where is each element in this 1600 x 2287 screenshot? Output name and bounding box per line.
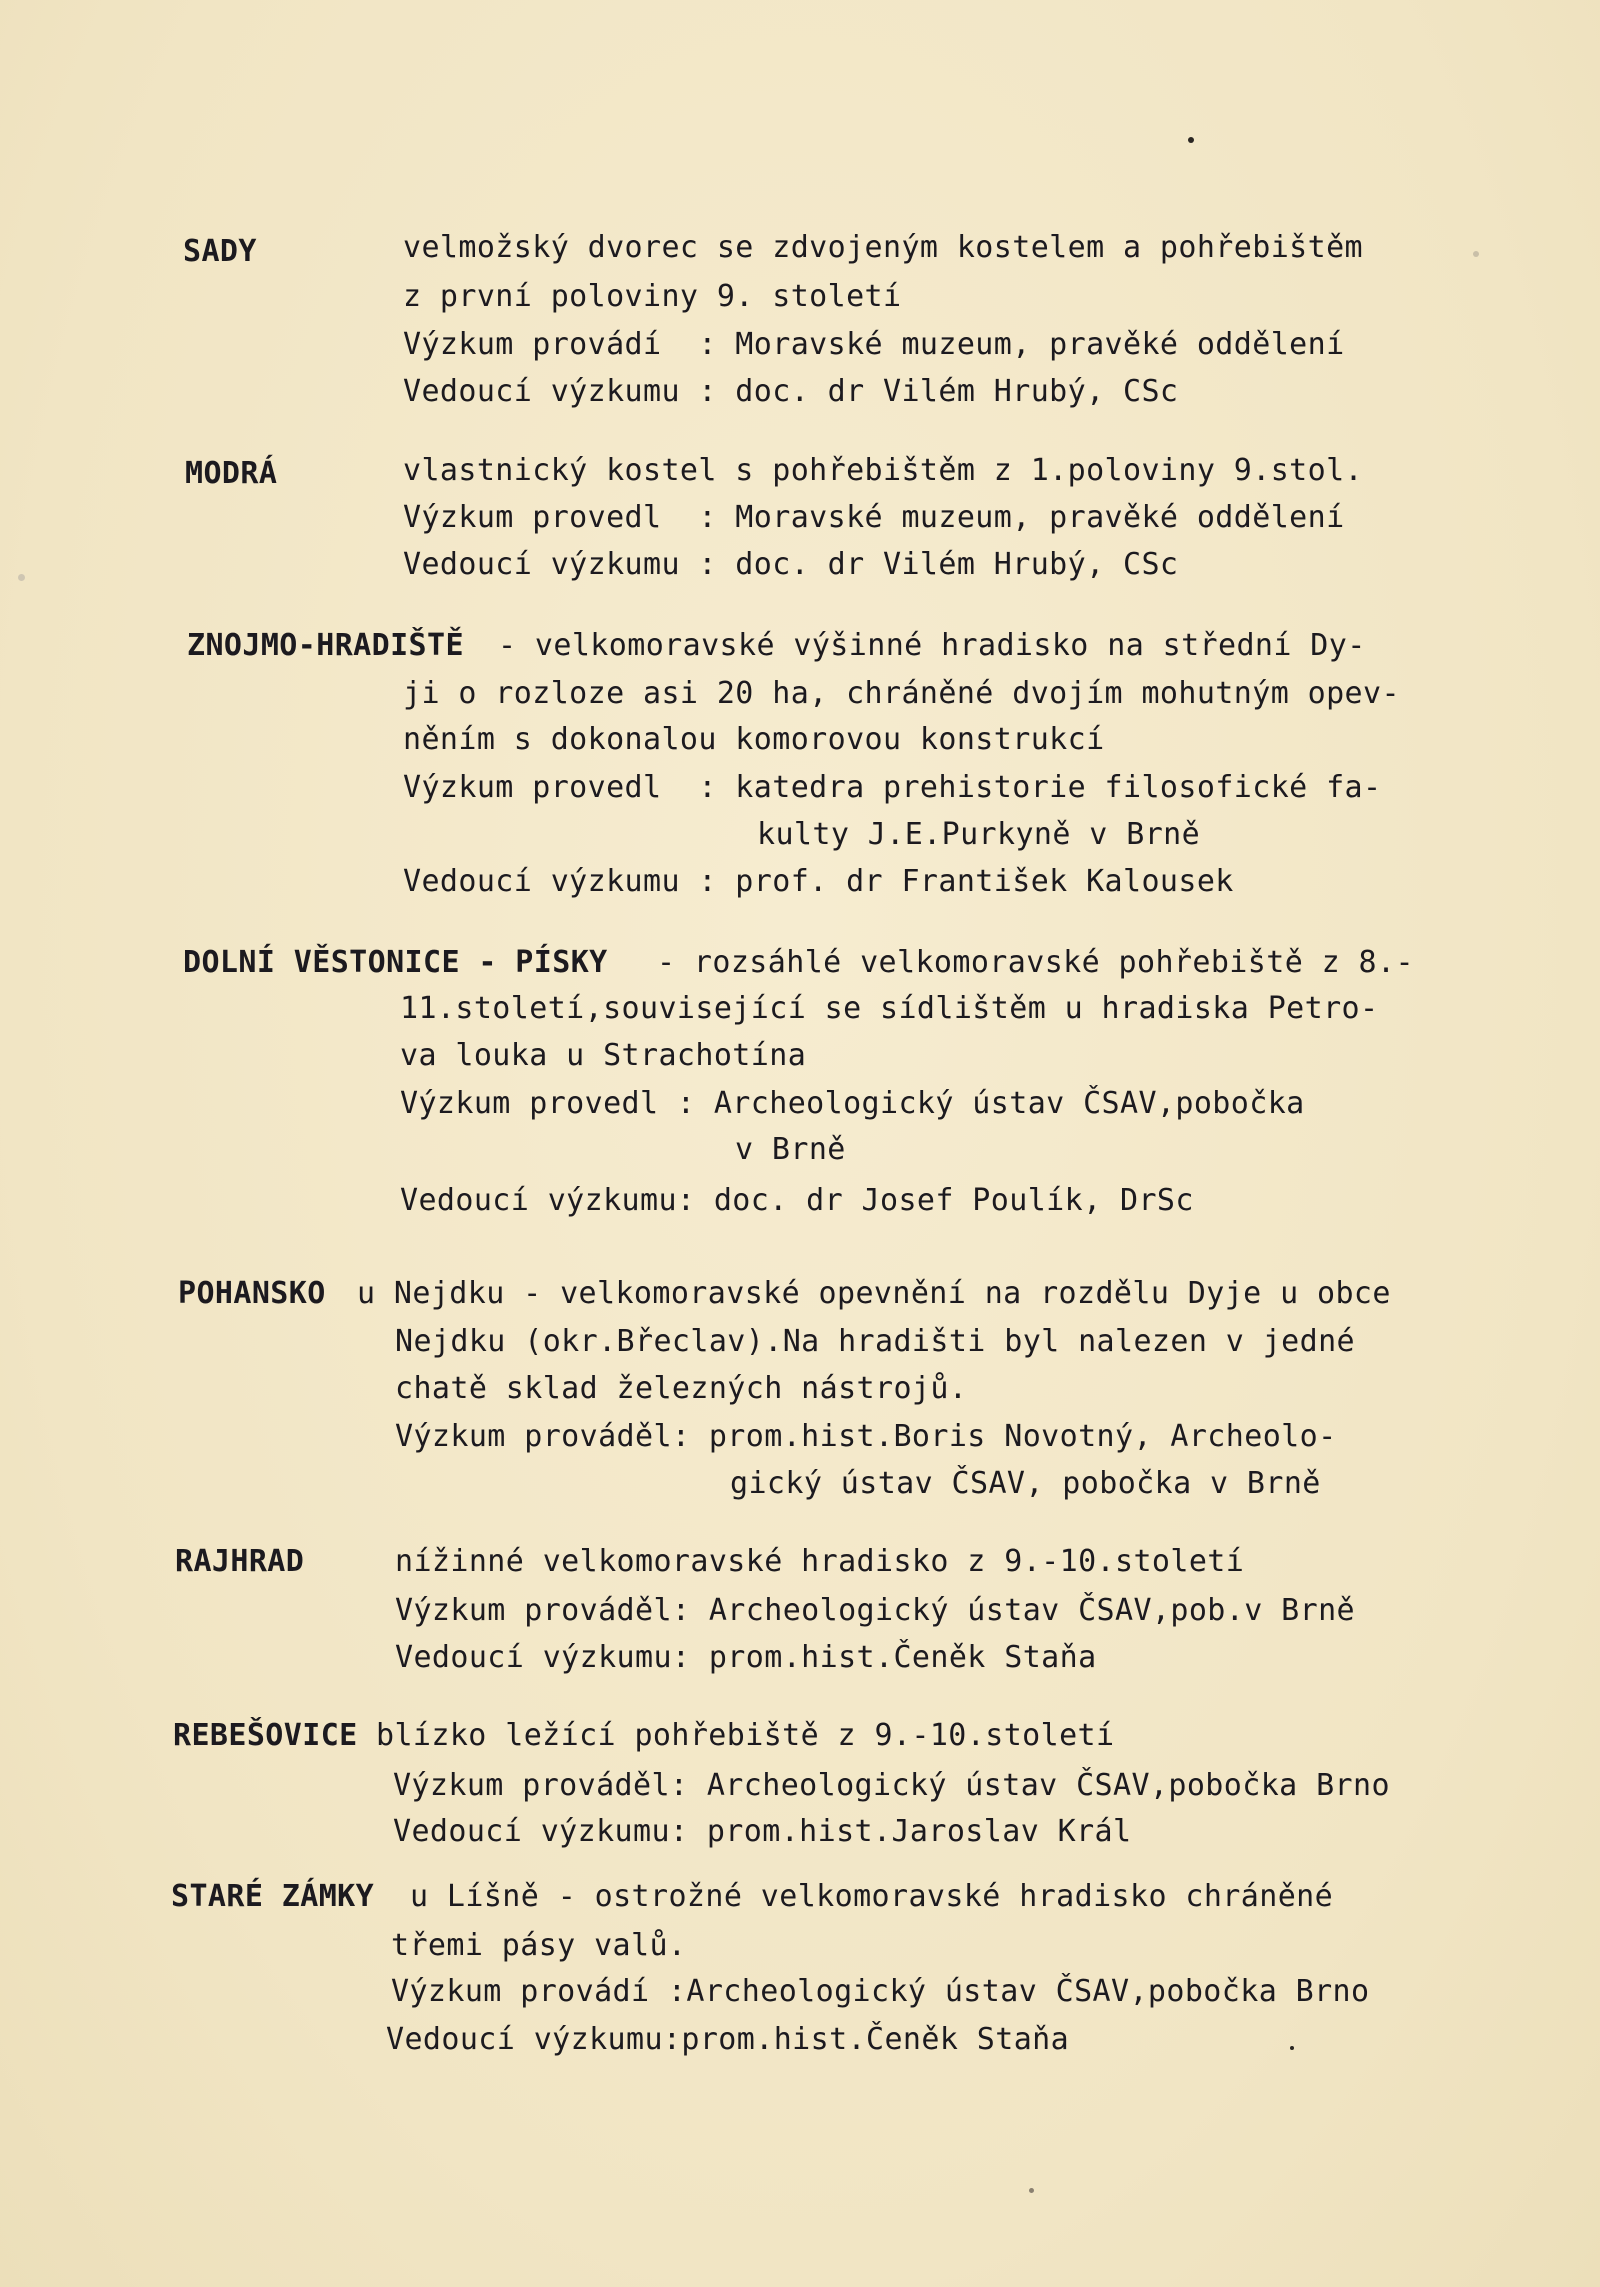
entry-line: vlastnický kostel s pohřebištěm z 1.poloviny 9.stol. bbox=[403, 453, 1363, 488]
entry-label: MODRÁ bbox=[185, 456, 278, 491]
paper-speck bbox=[1473, 251, 1479, 257]
entry-line: ji o rozloze asi 20 ha, chráněné dvojím mohutným opev- bbox=[403, 676, 1400, 711]
entry-line: kulty J.E.Purkyně v Brně bbox=[757, 817, 1201, 852]
entry-line: Nejdku (okr.Břeclav).Na hradišti byl nalezen v jedné bbox=[395, 1324, 1355, 1359]
entry-line: Vedoucí výzkumu: prom.hist.Čeněk Staňa bbox=[395, 1640, 1097, 1675]
entry-line: va louka u Strachotína bbox=[400, 1038, 807, 1073]
entry-line: Vedoucí výzkumu:prom.hist.Čeněk Staňa bbox=[386, 2022, 1070, 2057]
entry-label: ZNOJMO-HRADIŠTĚ bbox=[187, 628, 464, 663]
entry-line: něním s dokonalou komorovou konstrukcí bbox=[403, 722, 1105, 757]
entry-label: DOLNÍ VĚSTONICE - PÍSKY bbox=[183, 945, 608, 980]
entry-line: Vedoucí výzkumu : prof. dr František Kalousek bbox=[403, 864, 1234, 899]
entry-line: Výzkum prováděl: prom.hist.Boris Novotný, Archeolo- bbox=[395, 1419, 1337, 1454]
paper-speck bbox=[1290, 2046, 1294, 2050]
entry-line: třemi pásy valů. bbox=[391, 1928, 687, 1963]
entry-label: POHANSKO bbox=[178, 1276, 326, 1311]
entry-line: Vedoucí výzkumu : doc. dr Vilém Hrubý, CSc bbox=[403, 547, 1179, 582]
entry-line: Výzkum provádí :Archeologický ústav ČSAV,pobočka Brno bbox=[391, 1974, 1370, 2009]
entry-line: 11.století,související se sídlištěm u hradiska Petro- bbox=[400, 991, 1379, 1026]
entry-line: blízko ležící pohřebiště z 9.-10.století bbox=[376, 1718, 1115, 1753]
entry-line: Vedoucí výzkumu: doc. dr Josef Poulík, DrSc bbox=[400, 1183, 1194, 1218]
entry-label: RAJHRAD bbox=[175, 1544, 305, 1579]
entry-line: chatě sklad železných nástrojů. bbox=[395, 1371, 968, 1406]
entry-line: z první poloviny 9. století bbox=[403, 279, 902, 314]
entry-line: Vedoucí výzkumu : doc. dr Vilém Hrubý, CSc bbox=[403, 374, 1179, 409]
entry-label: SADY bbox=[183, 234, 257, 269]
entry-line: Vedoucí výzkumu: prom.hist.Jaroslav Král bbox=[393, 1814, 1132, 1849]
entry-label: STARÉ ZÁMKY bbox=[171, 1879, 375, 1914]
entry-line: - rozsáhlé velkomoravské pohřebiště z 8.- bbox=[657, 945, 1414, 980]
entry-label: REBEŠOVICE bbox=[173, 1718, 358, 1753]
entry-line: - velkomoravské výšinné hradisko na střední Dy- bbox=[498, 628, 1366, 663]
paper-speck bbox=[1029, 2188, 1034, 2193]
entry-line: nížinné velkomoravské hradisko z 9.-10.století bbox=[395, 1544, 1245, 1579]
entry-line: gický ústav ČSAV, pobočka v Brně bbox=[730, 1466, 1321, 1501]
entry-line: v Brně bbox=[735, 1132, 846, 1167]
entry-line: Výzkum provádí : Moravské muzeum, pravěké oddělení bbox=[403, 327, 1345, 362]
entry-line: u Líšně - ostrožné velkomoravské hradisko chráněné bbox=[410, 1879, 1334, 1914]
entry-line: Výzkum provedl : katedra prehistorie filosofické fa- bbox=[403, 770, 1382, 805]
paper-speck bbox=[1188, 137, 1194, 143]
entry-line: Výzkum prováděl: Archeologický ústav ČSAV,pob.v Brně bbox=[395, 1593, 1355, 1628]
entry-line: velmožský dvorec se zdvojeným kostelem a pohřebištěm bbox=[403, 230, 1363, 265]
entry-line: Výzkum provedl : Moravské muzeum, pravěké oddělení bbox=[403, 500, 1345, 535]
entry-line: u Nejdku - velkomoravské opevnění na rozdělu Dyje u obce bbox=[357, 1276, 1391, 1311]
paper-speck bbox=[18, 574, 25, 581]
entry-line: Výzkum provedl : Archeologický ústav ČSAV,pobočka bbox=[400, 1086, 1305, 1121]
entry-line: Výzkum prováděl: Archeologický ústav ČSAV,pobočka Brno bbox=[393, 1768, 1390, 1803]
